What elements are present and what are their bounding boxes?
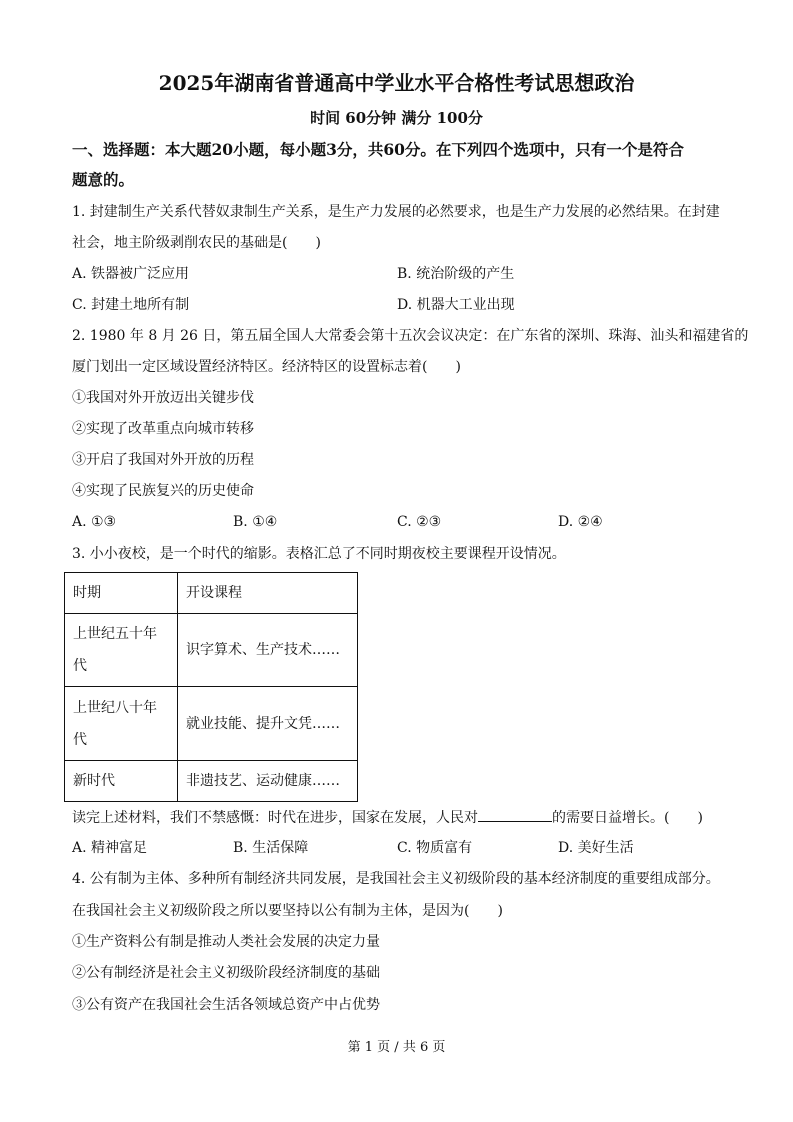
q3-table (64, 572, 358, 802)
q2-option-b: B. ①④ (233, 514, 278, 530)
page-number: 第 1 页 / 共 6 页 (347, 1040, 446, 1055)
q2-option-d: D. ②④ (558, 514, 603, 530)
q2-option-a: A. ①③ (72, 514, 117, 530)
q2-item-4: ④实现了民族复兴的历史使命 (72, 483, 254, 499)
q4-stem: 4. 公有制为主体、多种所有制经济共同发展，是我国社会主义初级阶段的基本经济制度的重要组成部分。 (72, 871, 720, 887)
section-heading-cont: 题意的。 (72, 170, 135, 189)
table-cell: 非遗技艺、运动健康…… (178, 761, 358, 802)
q3-question-text: 读完上述材料，我们不禁感慨：时代在进步，国家在发展，人民对 (72, 810, 478, 826)
q4-stem-cont: 在我国社会主义初级阶段之所以要坚持以公有制为主体，是因为( ) (72, 903, 503, 919)
table-row (65, 761, 358, 802)
table-cell: 新时代 (65, 761, 178, 802)
q1-stem-cont: 社会，地主阶级剥削农民的基础是( ) (72, 235, 321, 251)
q4-item-2: ②公有制经济是社会主义初级阶段经济制度的基础 (72, 965, 380, 981)
table-cell: 就业技能、提升文凭…… (178, 687, 358, 761)
q1-option-a: A. 铁器被广泛应用 (72, 266, 190, 282)
table-cell: 上世纪八十年代 (65, 687, 178, 761)
q3-option-b: B. 生活保障 (233, 840, 309, 856)
q3-option-a: A. 精神富足 (72, 840, 148, 856)
q2-stem-cont: 厦门划出一定区域设置经济特区。经济特区的设置标志着( ) (72, 359, 461, 375)
fill-blank (478, 807, 552, 822)
q1-option-b: B. 统治阶级的产生 (397, 266, 515, 282)
q2-item-3: ③开启了我国对外开放的历程 (72, 452, 254, 468)
exam-subtitle: 时间 60分钟 满分 100分 (310, 109, 483, 127)
q2-option-c: C. ②③ (397, 514, 442, 530)
table-cell: 识字算术、生产技术…… (178, 614, 358, 687)
q3-option-c: C. 物质富有 (397, 840, 473, 856)
q2-item-2: ②实现了改革重点向城市转移 (72, 421, 254, 437)
table-header-cell: 开设课程 (178, 573, 358, 614)
q3-option-d: D. 美好生活 (558, 840, 634, 856)
table-cell: 上世纪五十年代 (65, 614, 178, 687)
section-heading: 一、选择题：本大题20小题，每小题3分，共60分。在下列四个选项中，只有一个是符合 (72, 140, 684, 159)
q4-item-1: ①生产资料公有制是推动人类社会发展的决定力量 (72, 934, 380, 950)
q3-question-text-end: 的需要日益增长。( ) (552, 810, 703, 826)
table-row (65, 614, 358, 687)
q1-stem: 1. 封建制生产关系代替奴隶制生产关系，是生产力发展的必然要求，也是生产力发展的必然结果。在封建 (72, 204, 720, 220)
q3-question (72, 807, 703, 828)
q4-item-3: ③公有资产在我国社会生活各领域总资产中占优势 (72, 997, 380, 1013)
q2-item-1: ①我国对外开放迈出关键步伐 (72, 390, 254, 406)
q1-option-c: C. 封建土地所有制 (72, 297, 190, 313)
q3-stem: 3. 小小夜校，是一个时代的缩影。表格汇总了不同时期夜校主要课程开设情况。 (72, 546, 566, 562)
table-row (65, 687, 358, 761)
q1-option-d: D. 机器大工业出现 (397, 297, 515, 313)
table-header-cell: 时期 (65, 573, 178, 614)
q2-stem: 2. 1980 年 8 月 26 日，第五届全国人大常委会第十五次会议决定：在广东省的深圳、珠海、汕头和福建省的 (72, 328, 749, 344)
exam-title: 2025年湖南省普通高中学业水平合格性考试思想政治 (158, 71, 635, 95)
table-header-row (65, 573, 358, 614)
